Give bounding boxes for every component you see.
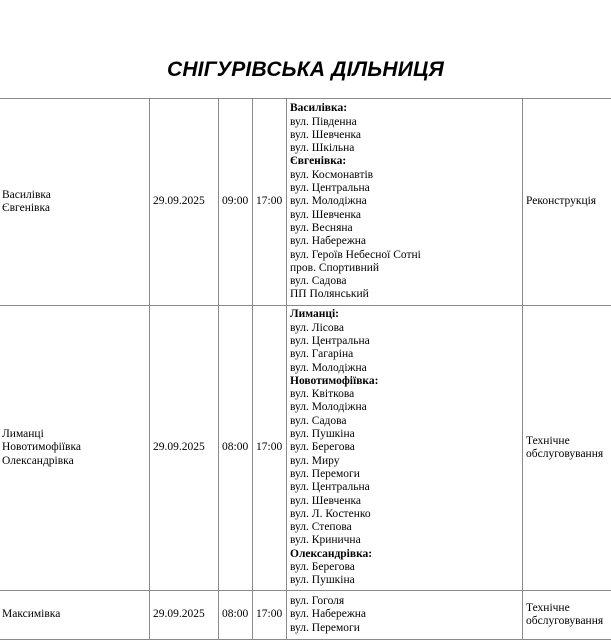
street-line: вул. Молодіжна <box>290 195 367 208</box>
settlement-heading: Новотимофіївка: <box>290 374 379 387</box>
streets-cell <box>287 306 523 591</box>
streets-cell <box>287 99 523 306</box>
table-row <box>0 99 611 306</box>
reason-line: Технічне <box>526 434 570 447</box>
reason-line: Реконструкція <box>526 195 597 208</box>
street-line: вул. Шевченка <box>290 208 362 221</box>
date-cell: 29.09.2025 <box>150 591 219 640</box>
start-time-cell: 09:00 <box>219 99 253 306</box>
table-row <box>0 306 611 591</box>
street-line: вул. Миру <box>290 454 340 467</box>
street-line: вул. Набережна <box>290 235 367 248</box>
settlements-cell <box>0 99 150 306</box>
street-line: вул. Центральна <box>290 481 370 494</box>
reason-cell <box>523 99 611 306</box>
street-line: вул. Шевченка <box>290 494 362 507</box>
page-title: СНІГУРІВСЬКА ДІЛЬНИЦЯ <box>166 58 445 81</box>
street-line: вул. Гоголя <box>290 595 345 608</box>
street-line: вул. Шевченка <box>290 128 362 141</box>
settlement-heading: Лиманці: <box>290 308 339 321</box>
street-line: вул. Південна <box>290 115 357 128</box>
street-line: вул. Кринична <box>290 534 361 547</box>
end-time-cell: 17:00 <box>253 591 287 640</box>
street-line: вул. Героїв Небесної Сотні <box>290 248 421 261</box>
street-line: вул. Перемоги <box>290 621 360 634</box>
settlement-heading: Олександрівка: <box>290 547 373 560</box>
street-line: вул. Шкільна <box>290 142 355 155</box>
street-line: вул. Перемоги <box>290 467 360 480</box>
street-line: вул. Молодіжна <box>290 401 367 414</box>
street-line: вул. Садова <box>290 414 347 427</box>
street-line: вул. Берегова <box>290 441 355 454</box>
street-line: вул. Пушкіна <box>290 574 355 587</box>
reason-line: обслуговування <box>526 615 604 627</box>
settlement-name: Євгенівка <box>2 202 50 214</box>
street-line: вул. Весняна <box>290 221 353 234</box>
date-cell: 29.09.2025 <box>150 99 219 306</box>
settlement-name: Василівка <box>2 188 51 201</box>
date-cell: 29.09.2025 <box>150 306 219 591</box>
settlement-heading: Євгенівка: <box>290 155 347 168</box>
settlements-cell <box>0 591 150 640</box>
street-line: вул. Берегова <box>290 561 355 574</box>
settlement-name: Максимівка <box>2 608 61 621</box>
reason-line: Технічне <box>526 601 570 614</box>
street-line: вул. Молодіжна <box>290 361 367 374</box>
street-line: вул. Пушкіна <box>290 428 355 441</box>
street-line: вул. Квіткова <box>290 388 355 401</box>
settlement-heading: Василівка: <box>290 102 348 115</box>
reason-cell <box>523 306 611 591</box>
street-line: вул. Садова <box>290 275 347 288</box>
street-line: вул. Центральна <box>290 334 370 347</box>
streets-cell <box>287 591 523 640</box>
street-line: вул. Степова <box>290 521 352 534</box>
street-line: вул. Центральна <box>290 182 370 195</box>
street-line: вул. Л. Костенко <box>290 507 371 520</box>
street-line: вул. Лісова <box>290 321 345 334</box>
end-time-cell: 17:00 <box>253 306 287 591</box>
start-time-cell: 08:00 <box>219 306 253 591</box>
reason-line: обслуговування <box>526 448 604 460</box>
settlement-name: Олександрівка <box>2 454 74 467</box>
reason-cell <box>523 591 611 640</box>
street-line: ПП Полянський <box>290 288 369 301</box>
street-line: вул. Космонавтів <box>290 168 374 181</box>
start-time-cell: 08:00 <box>219 591 253 640</box>
outage-schedule-table <box>0 98 611 640</box>
street-line: вул. Набережна <box>290 608 367 621</box>
table-row <box>0 591 611 640</box>
settlement-name: Лиманці <box>2 428 44 441</box>
street-line: пров. Спортивний <box>290 261 380 274</box>
street-line: вул. Гагаріна <box>290 348 354 361</box>
end-time-cell: 17:00 <box>253 99 287 306</box>
settlements-cell <box>0 306 150 591</box>
settlement-name: Новотимофіївка <box>2 441 82 454</box>
